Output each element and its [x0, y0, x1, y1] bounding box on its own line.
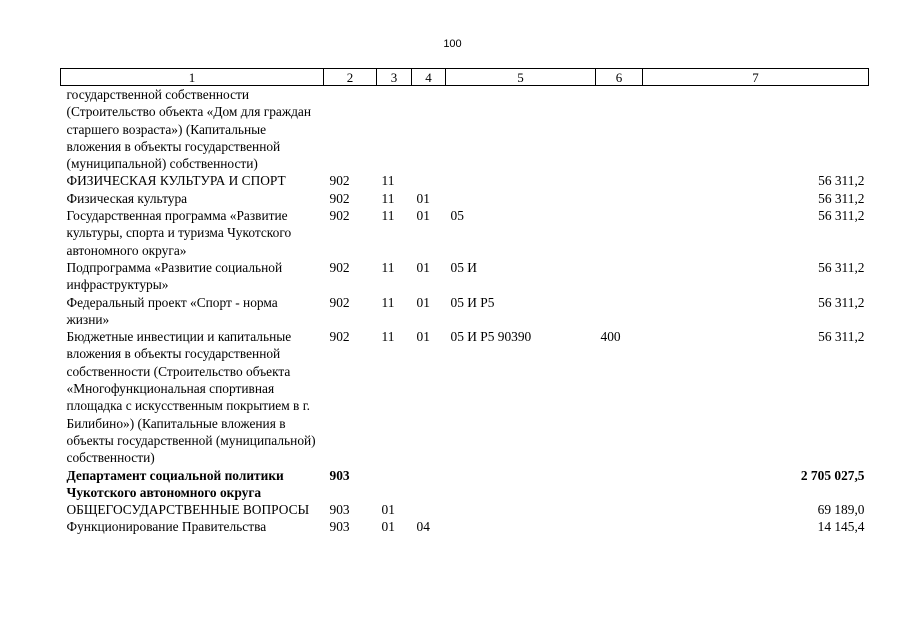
row-subsection — [412, 86, 446, 173]
table-row — [61, 172, 869, 189]
row-subsection — [412, 501, 446, 518]
row-expense-type — [596, 518, 643, 535]
header-col-3: 3 — [377, 69, 412, 86]
row-grbs: 903 — [329, 519, 350, 535]
row-grbs: 902 — [329, 329, 350, 345]
row-target-item: 05 И — [450, 259, 477, 275]
row-subsection — [412, 467, 446, 502]
header-col-5: 5 — [446, 69, 596, 86]
row-grbs: 903 — [329, 502, 350, 518]
table-row — [61, 518, 869, 535]
row-grbs: 902 — [329, 294, 350, 310]
table-header — [61, 69, 869, 86]
row-subsection — [412, 172, 446, 189]
row-section: 11 — [381, 259, 395, 275]
row-target-item — [446, 501, 596, 518]
row-name: Государственная программа «Развитие культуры, спорта и туризма Чукотского автономного округа» — [66, 208, 292, 258]
row-grbs: 902 — [329, 208, 350, 224]
row-expense-type — [596, 172, 643, 189]
row-section: 11 — [381, 294, 395, 310]
page-number: 100 — [443, 38, 462, 50]
row-grbs: 902 — [329, 259, 350, 275]
row-amount: 56 311,2 — [818, 294, 865, 310]
row-grbs: 902 — [329, 173, 350, 189]
header-col-2: 2 — [324, 69, 377, 86]
table-row — [61, 190, 869, 207]
row-amount: 56 311,2 — [818, 329, 865, 345]
row-target-item — [446, 86, 596, 173]
row-target-item — [446, 467, 596, 502]
row-expense-type — [596, 259, 643, 294]
row-section: 01 — [381, 502, 395, 518]
row-name: ОБЩЕГОСУДАРСТВЕННЫЕ ВОПРОСЫ — [66, 502, 310, 518]
row-subsection: 01 — [416, 208, 430, 224]
row-name: Федеральный проект «Спорт - норма жизни» — [66, 294, 278, 327]
header-col-7: 7 — [643, 69, 869, 86]
table-row — [61, 328, 869, 466]
row-section: 11 — [381, 190, 395, 206]
row-section: 11 — [381, 173, 395, 189]
row-grbs: 902 — [329, 190, 350, 206]
header-col-1: 1 — [61, 69, 324, 86]
table-row — [61, 467, 869, 502]
row-section: 01 — [381, 519, 395, 535]
row-amount — [643, 86, 869, 173]
table-row — [61, 501, 869, 518]
row-expense-type — [596, 501, 643, 518]
row-amount: 56 311,2 — [818, 259, 865, 275]
row-expense-type — [596, 207, 643, 259]
row-section — [377, 467, 412, 502]
row-target-item: 05 И Р5 — [450, 294, 495, 310]
row-subsection: 01 — [416, 294, 430, 310]
row-target-item — [446, 172, 596, 189]
row-amount: 14 145,4 — [817, 519, 865, 535]
row-section: 11 — [381, 329, 395, 345]
budget-table — [60, 68, 869, 536]
row-target-item — [446, 518, 596, 535]
header-row — [61, 69, 869, 86]
table-row — [61, 294, 869, 329]
row-section — [377, 86, 412, 173]
table-row — [61, 207, 869, 259]
row-expense-type — [596, 190, 643, 207]
row-expense-type: 400 — [600, 329, 621, 345]
row-expense-type — [596, 86, 643, 173]
row-name: Департамент социальной политики Чукотского автономного округа — [66, 467, 284, 500]
header-col-6: 6 — [596, 69, 643, 86]
row-target-item: 05 И Р5 90390 — [450, 329, 532, 345]
row-subsection: 01 — [416, 259, 430, 275]
row-name: Функционирование Правительства — [66, 519, 267, 535]
row-subsection: 01 — [416, 329, 430, 345]
row-amount: 56 311,2 — [818, 208, 865, 224]
row-amount: 2 705 027,5 — [800, 467, 865, 483]
row-expense-type — [596, 467, 643, 502]
row-amount: 69 189,0 — [817, 502, 865, 518]
row-expense-type — [596, 294, 643, 329]
row-name: Подпрограмма «Развитие социальной инфраструктуры» — [66, 259, 283, 293]
row-name: Бюджетные инвестиции и капитальные вложения в объекты государственной собственности (Строительство объекта «Многофункциональная спортивная площадка с искусственным покрытием в г. Билибино») (Капитальные вложения в объекты государственной (муниципальной) собственности) — [66, 329, 316, 466]
row-name: ФИЗИЧЕСКАЯ КУЛЬТУРА И СПОРТ — [66, 173, 286, 189]
row-name: Физическая культура — [66, 190, 188, 206]
table-row — [61, 259, 869, 294]
row-grbs — [324, 86, 377, 173]
row-target-item — [446, 190, 596, 207]
row-amount: 56 311,2 — [818, 173, 865, 189]
row-target-item: 05 — [450, 208, 464, 224]
table-row — [61, 86, 869, 173]
table-body — [61, 86, 869, 536]
row-grbs: 903 — [329, 467, 350, 483]
header-col-4: 4 — [412, 69, 446, 86]
row-section: 11 — [381, 208, 395, 224]
row-subsection: 04 — [416, 519, 430, 535]
row-subsection: 01 — [416, 190, 430, 206]
row-name: государственной собственности (Строительство объекта «Дом для граждан старшего возраста») (Капитальные вложения в объекты государственной (муниципальной) собственности) — [66, 87, 312, 172]
row-amount: 56 311,2 — [818, 190, 865, 206]
